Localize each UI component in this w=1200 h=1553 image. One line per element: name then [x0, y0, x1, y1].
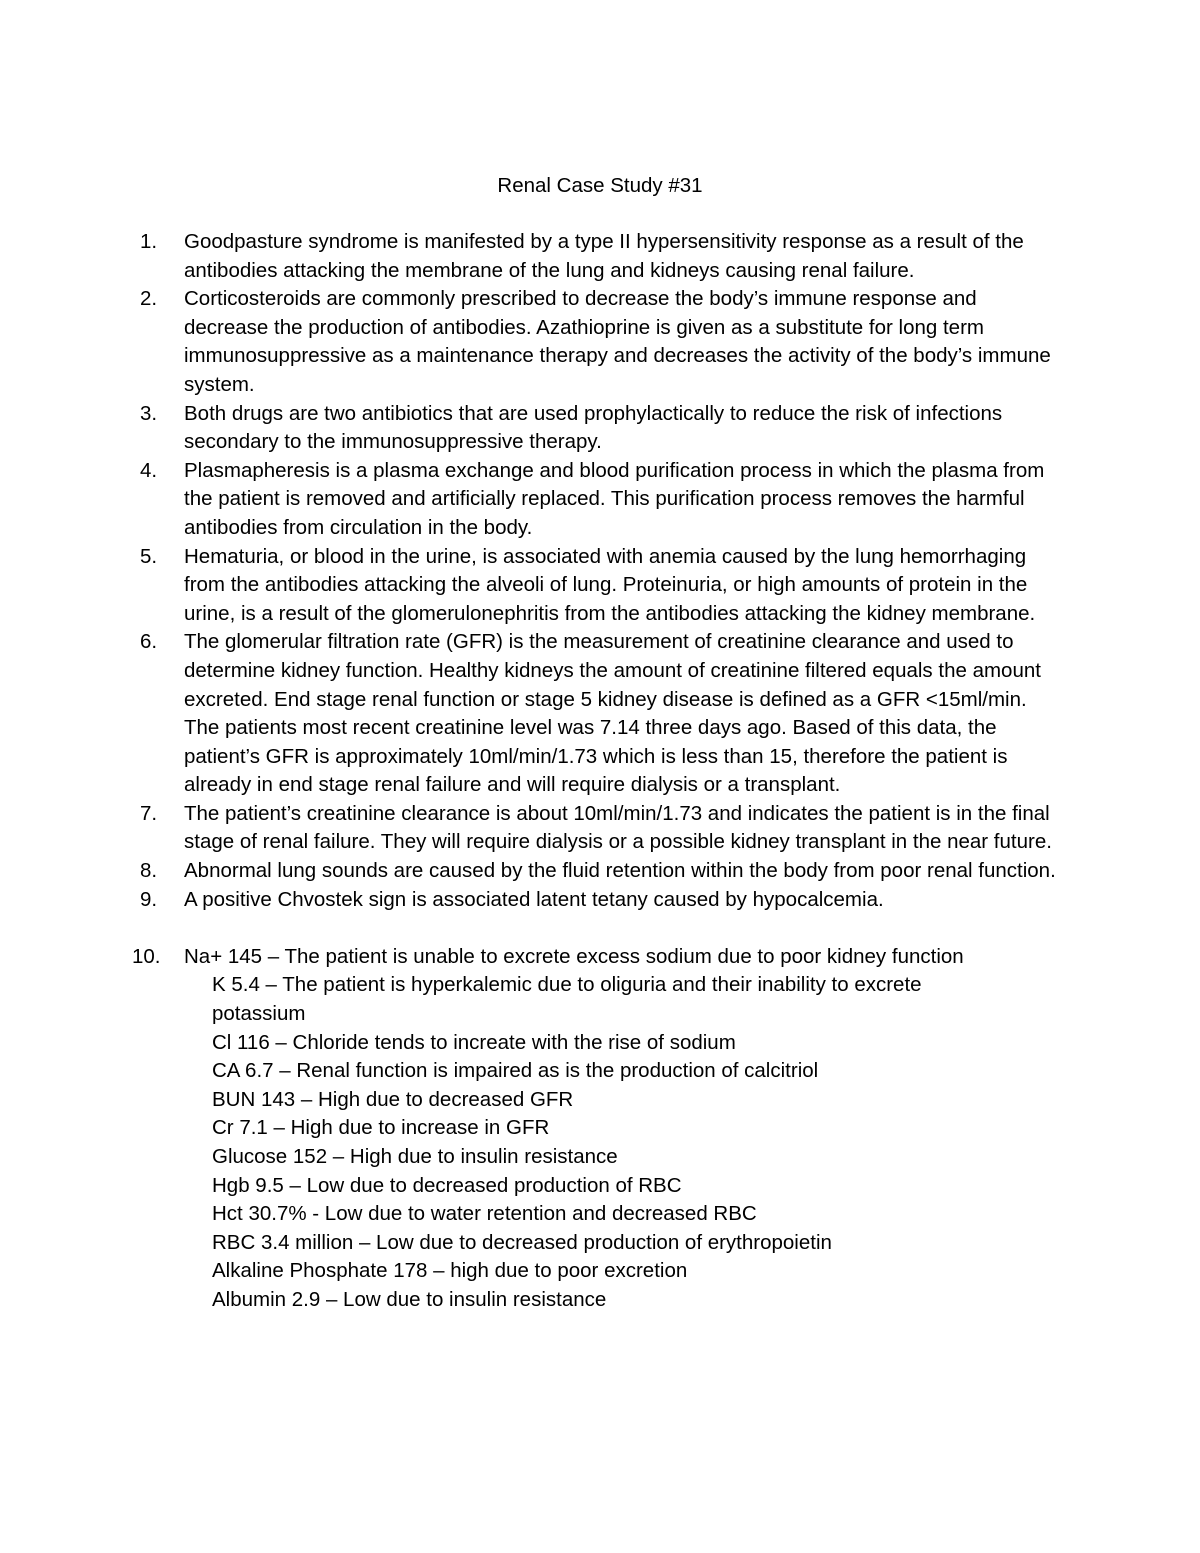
item-number: 4.: [140, 458, 158, 482]
lab-value-glucose: Glucose 152 – High due to insulin resistance: [212, 1145, 618, 1168]
list-item: [0, 886, 1200, 915]
item-text: The patient’s creatinine clearance is about 10ml/min/1.73 and indicates the patient is in the final stage of renal failure. They will require dialysis or a possible kidney transplant in the near future.: [184, 801, 1052, 854]
list-item: [0, 285, 1200, 399]
item-number: 7.: [140, 801, 158, 825]
list-item: [0, 628, 1200, 800]
list-item: [0, 857, 1200, 886]
item-number: 1.: [140, 230, 158, 253]
lab-value-creatinine: Cr 7.1 – High due to increase in GFR: [212, 1116, 550, 1140]
lab-value-hemoglobin: Hgb 9.5 – Low due to decreased production of RBC: [212, 1173, 682, 1197]
lab-value-alkaline-phosphate: Alkaline Phosphate 178 – high due to poor excretion: [212, 1259, 688, 1283]
item-text: Abnormal lung sounds are caused by the fluid retention within the body from poor renal function.: [184, 859, 1056, 883]
lab-value-chloride: Cl 116 – Chloride tends to increate with the rise of sodium: [212, 1030, 736, 1054]
item-text: Na+ 145 – The patient is unable to excrete excess sodium due to poor kidney function: [184, 944, 964, 968]
lab-value-albumin: Albumin 2.9 – Low due to insulin resistance: [212, 1287, 607, 1311]
lab-value-hematocrit: Hct 30.7% - Low due to water retention and decreased RBC: [212, 1202, 757, 1226]
list-item: [0, 543, 1200, 629]
item-number: 10.: [132, 944, 161, 968]
lab-values-list: [0, 971, 1200, 1314]
document-title: Renal Case Study #31: [497, 174, 703, 197]
list-item: [0, 400, 1200, 457]
list-item: [0, 228, 1200, 285]
item-text: The glomerular filtration rate (GFR) is the measurement of creatinine clearance and used to determine kidney function. Healthy kidneys the amount of creatinine filtered equals the amount excreted. End stage renal function or stage 5 kidney disease is defined as a GFR <15ml/min. The patients most recent creatinine level was 7.14 three days ago. Based of this data, the patient’s GFR is approximately 10ml/min/1.73 which is less than 15, therefore the patient is already in end stage renal failure and will require dialysis or a transplant.: [184, 630, 1041, 797]
item-number: 6.: [140, 630, 158, 654]
list-item: [0, 800, 1200, 857]
item-text: A positive Chvostek sign is associated latent tetany caused by hypocalcemia.: [184, 887, 884, 911]
item-number: 2.: [140, 287, 158, 311]
item-text: Corticosteroids are commonly prescribed to decrease the body’s immune response and decrease the production of antibodies. Azathioprine is given as a substitute for long term immunosuppressive as a maintenance therapy and decreases the activity of the body’s immune system.: [184, 287, 1051, 396]
lab-value-rbc: RBC 3.4 million – Low due to decreased production of erythropoietin: [212, 1230, 832, 1254]
item-text: Plasmapheresis is a plasma exchange and blood purification process in which the plasma from the patient is removed and artificially replaced. This purification process removes the harmful antibodies from circulation in the body.: [184, 458, 1045, 539]
item-number: 9.: [140, 887, 158, 911]
lab-value-calcium: CA 6.7 – Renal function is impaired as is the production of calcitriol: [212, 1059, 819, 1083]
list-item-lab-values: [0, 943, 1200, 1315]
answer-list: [0, 228, 1200, 1315]
item-number: 3.: [140, 401, 158, 425]
item-number: 5.: [140, 544, 158, 568]
item-text: Goodpasture syndrome is manifested by a type II hypersensitivity response as a result of the antibodies attacking the membrane of the lung and kidneys causing renal failure.: [184, 230, 1024, 282]
item-number: 8.: [140, 859, 158, 883]
item-text: Both drugs are two antibiotics that are used prophylactically to reduce the risk of infections secondary to the immunosuppressive therapy.: [184, 401, 1003, 454]
list-item: [0, 457, 1200, 543]
lab-value-bun: BUN 143 – High due to decreased GFR: [212, 1087, 574, 1111]
item-text: Hematuria, or blood in the urine, is associated with anemia caused by the lung hemorrhaging from the antibodies attacking the alveoli of lung. Proteinuria, or high amounts of protein in the urine, is a result of the glomerulonephritis from the antibodies attacking the kidney membrane.: [184, 544, 1036, 625]
lab-value-potassium: K 5.4 – The patient is hyperkalemic due to oliguria and their inability to excrete potassium: [212, 973, 922, 1026]
